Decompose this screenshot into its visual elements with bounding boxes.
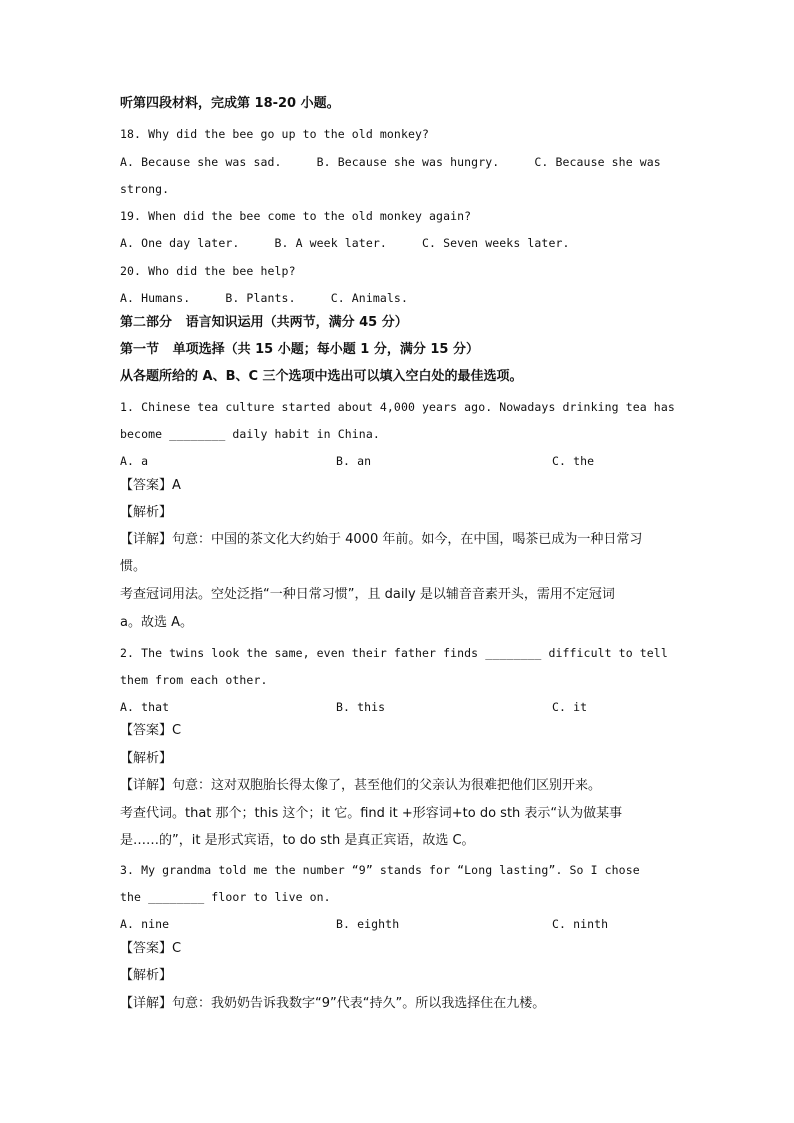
question-1-stem: 1. Chinese tea culture started about 4,000 years ago. Nowadays drinking tea has — [120, 400, 675, 414]
question-3-answer: 【答案】C — [120, 941, 182, 956]
question-2-detail: 【详解】句意：这对双胞胎长得太像了，甚至他们的父亲认为很难把他们区别开来。 — [120, 778, 602, 793]
question-3-analysis-label: 【解析】 — [120, 968, 173, 983]
listening-heading: 听第四段材料，完成第 18-20 小题。 — [120, 96, 340, 111]
question-2-answer: 【答案】C — [120, 723, 182, 738]
question-2-stem-cont: them from each other. — [120, 673, 268, 687]
question-2-note-cont: 是……的”，it 是形式宾语，to do sth 是真正宾语，故选 C。 — [120, 833, 475, 848]
question-19-stem: 19. When did the bee come to the old monkey again? — [120, 209, 472, 223]
question-3-option-a: A. nine — [120, 917, 170, 931]
question-3-stem: 3. My grandma told me the number “9” stands for “Long lasting”. So I chose — [120, 863, 640, 877]
question-3-option-b: B. eighth — [336, 917, 400, 931]
question-1-answer: 【答案】A — [120, 478, 181, 493]
question-2-option-b: B. this — [336, 700, 386, 714]
question-3-option-c: C. ninth — [552, 917, 609, 931]
question-2-option-a: A. that — [120, 700, 170, 714]
question-18-options-cont: strong. — [120, 182, 170, 196]
question-1-analysis-label: 【解析】 — [120, 505, 173, 520]
question-2-note: 考查代词。that 那个；this 这个；it 它。find it +形容词+to do sth 表示“认为做某事 — [120, 806, 623, 821]
question-1-option-b: B. an — [336, 454, 372, 468]
question-18-options: A. Because she was sad. B. Because she was hungry. C. Because she was — [120, 155, 661, 169]
question-20-stem: 20. Who did the bee help? — [120, 264, 296, 278]
question-2-option-c: C. it — [552, 700, 588, 714]
question-3-detail: 【详解】句意：我奶奶告诉我数字“9”代表“持久”。所以我选择住在九楼。 — [120, 996, 546, 1011]
question-1-detail: 【详解】句意：中国的茶文化大约始于 4000 年前。如今，在中国，喝茶已成为一种日常习 — [120, 532, 643, 547]
question-19-options: A. One day later. B. A week later. C. Seven weeks later. — [120, 236, 570, 250]
question-1-note-cont: a。故选 A。 — [120, 615, 193, 630]
question-1-option-a: A. a — [120, 454, 149, 468]
question-20-options: A. Humans. B. Plants. C. Animals. — [120, 291, 408, 305]
question-1-option-c: C. the — [552, 454, 595, 468]
question-1-note: 考查冠词用法。空处泛指“一种日常习惯”，且 daily 是以辅音音素开头，需用不定冠词 — [120, 587, 615, 602]
section1-instruction: 从各题所给的 A、B、C 三个选项中选出可以填入空白处的最佳选项。 — [120, 369, 523, 384]
part2-title: 第二部分 语言知识运用（共两节，满分 45 分） — [120, 315, 408, 330]
question-1-stem-cont: become ________ daily habit in China. — [120, 427, 380, 441]
question-3-stem-cont: the ________ floor to live on. — [120, 890, 331, 904]
question-18-stem: 18. Why did the bee go up to the old monkey? — [120, 127, 430, 141]
question-2-stem: 2. The twins look the same, even their father finds ________ difficult to tell — [120, 646, 668, 660]
question-2-analysis-label: 【解析】 — [120, 751, 173, 766]
question-1-detail-cont: 惯。 — [120, 559, 147, 574]
section1-title: 第一节 单项选择（共 15 小题；每小题 1 分，满分 15 分） — [120, 342, 479, 357]
